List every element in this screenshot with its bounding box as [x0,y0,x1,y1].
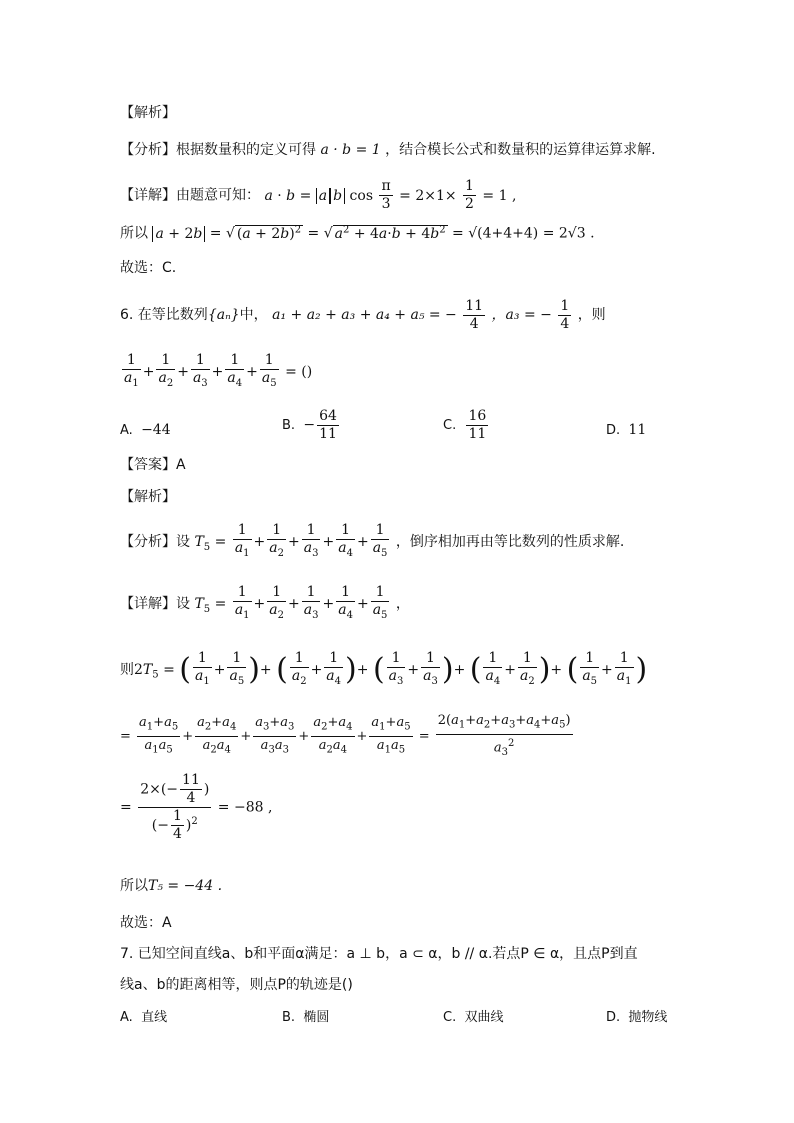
q6-sum-fraction: $\frac{11}{4}$ [465,297,484,332]
q5-fenxi-text: 【分析】根据数量积的定义可得 [120,142,316,158]
q7-option-d[interactable]: D. 抛物线 [606,1010,668,1025]
q5-guxuan: 故选：C. [120,260,177,276]
q6-option-d[interactable]: D. 11 [606,422,647,438]
q5-suoyi-text: 所以 [120,225,148,242]
q5-fenxi [120,140,656,160]
q6-sum-line-3: = 2×(− $\frac{11}{4}$ ) (− $\frac{1}{4}$ )$^2$ = −88 , [120,772,273,842]
q7-option-a[interactable]: A. 直线 [120,1010,168,1025]
q5-fenxi-math: a · b = 1 [320,142,381,158]
q6-stem-prefix: 6. 在等比数列 [120,307,208,323]
q5-fenxi-end: ，结合模长公式和数量积的运算律运算求解. [385,142,656,158]
q6-guxuan: 故选：A [120,915,172,931]
q6-question-expr: $\frac{1}{a_1}$ + $\frac{1}{a_2}$ + $\frac{1}{a_3}$ + $\frac{1}{a_4}$ + $\frac{1}{a_5}$ = () [124,352,313,389]
q6-answer: 【答案】A [120,457,186,473]
q5-xiangjie [120,178,516,213]
q6-question-end: = () [285,363,313,380]
q7-option-c[interactable]: C. 双曲线 [443,1010,504,1025]
q6-sum: a₁ + a₂ + a₃ + a₄ + a₅ = − [272,307,457,323]
q5-xiangjie-text: 【详解】由题意可知： [120,187,260,204]
q6-a3-fraction: $\frac{1}{4}$ [560,297,570,332]
q6-option-b[interactable]: B. − $\frac{64}{11}$ [282,408,337,442]
pi-over-3-fraction: $\frac{\pi}{3}$ [381,178,391,212]
q5-jiexi-heading: 【解析】 [120,105,176,121]
q6-stem [120,296,606,334]
q6-sum-line-2: = $\frac{a_1+a_5}{a_1a_5}$ + $\frac{a_2+a_4}{a_2a_4}$ + $\frac{a_3+a_3}{a_3a_3}$ + $\frac{a_2+a_4}{a_2a_4}$ + $\frac{a_1+a_5}{a_1a_5}$ = $\frac{2(a_1+a_2+a_3+a_4+a_5)}{a_3^2}$ [120,713,571,758]
q6-stem-mid: 中， [239,307,268,323]
q5-suoyi [120,220,595,244]
q6-jiexi-heading: 【解析】 [120,489,176,505]
q6-sum-line-1: 则$2T_5$ = ( $\frac{1}{a_1}$ + $\frac{1}{a_5}$ )+ ( $\frac{1}{a_2}$ + $\frac{1}{a_4}$ )+ ( $\frac{1}{a_3}$ + $\frac{1}{a_3}$ )+ ( $\frac{1}{a_4}$ + $\frac{1}{a_2}$ )+ ( $\frac{1}{a_5}$ + $\frac{1}{a_1}$ ) [120,650,648,687]
one-half-fraction: $\frac{1}{2}$ [465,178,474,212]
q6-seq: {aₙ} [207,307,240,323]
q6-option-a[interactable]: A. −44 [120,422,171,438]
q7-option-b[interactable]: B. 椭圆 [282,1010,330,1025]
q6-suoyi: 所以T₅ = −44 . [120,878,223,894]
q7-stem-line1: 7. 已知空间直线a、b和平面α满足：a ⊥ b，a ⊂ α，b // α.若点P ∈ α，且点P到直 [120,946,638,962]
q6-xiangjie: 【详解】设 $T_5$ = $\frac{1}{a_1}$ + $\frac{1}{a_2}$ + $\frac{1}{a_3}$ + $\frac{1}{a_4}$ + $\frac{1}{a_5}$ ， [120,584,410,621]
q5-xiangjie-math: a · b = a b cos $\frac{\pi}{3}$ = 2×1× $\frac{1}{2}$ = 1 , [264,178,517,212]
q6-a3: ，a₃ = − [491,307,552,323]
q7-stem-line2: 线a、b的距离相等，则点P的轨迹是() [120,977,353,993]
q6-option-c[interactable]: C. $\frac{16}{11}$ [443,408,487,442]
q5-suoyi-math: a + 2b = √ $(a + 2b)^2$ = √ $a^2 + 4a\cdot b + 4b^2 = √(4+4+4) = 2√3$ . [152,225,594,242]
q6-stem-end: ，则 [577,307,606,323]
q6-fenxi: 【分析】设 $T_5$ = $\frac{1}{a_1}$ + $\frac{1}{a_2}$ + $\frac{1}{a_3}$ + $\frac{1}{a_4}$ + $\frac{1}{a_5}$ ，倒序相加再由等比数列的性质求解. [120,522,625,559]
